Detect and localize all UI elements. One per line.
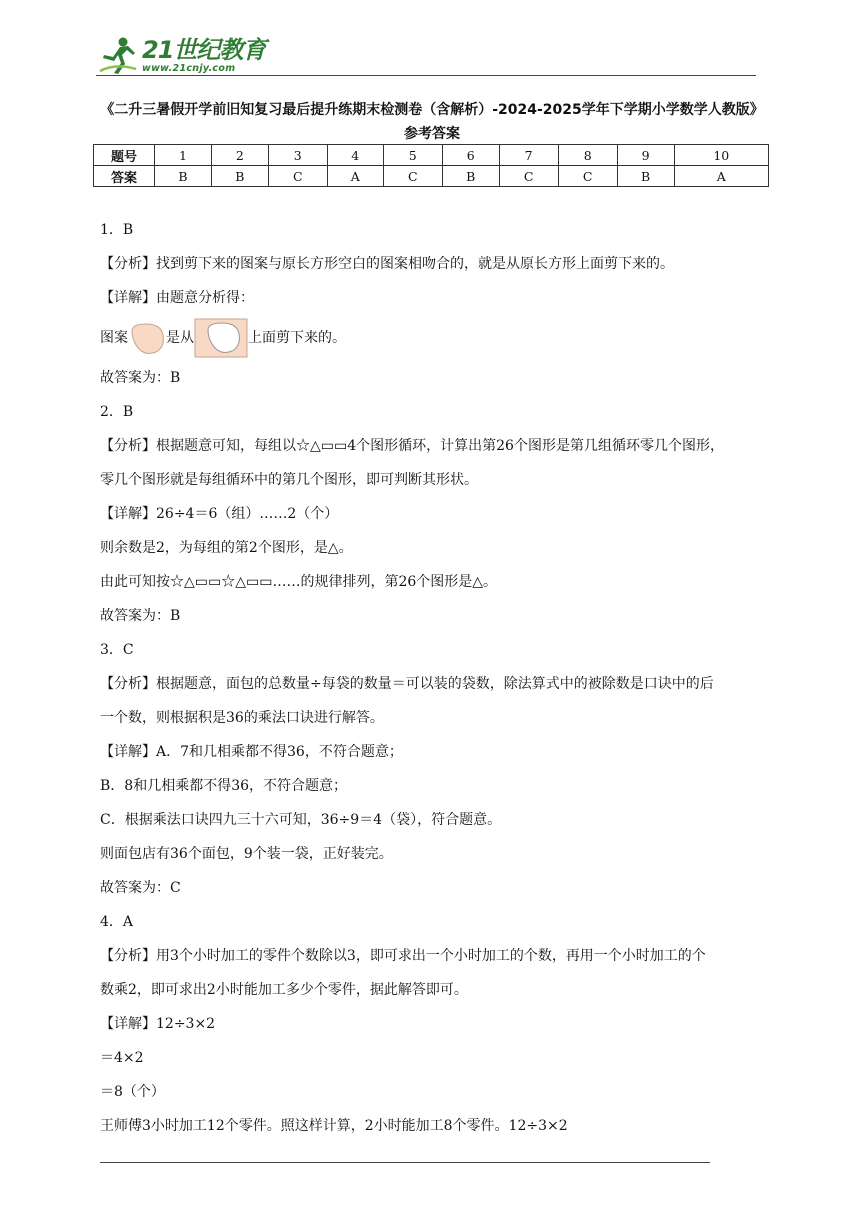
- text-line: 王师傅3小时加工12个零件。照这样计算，2小时能加工8个零件。12÷3×2: [100, 1118, 568, 1134]
- analysis-line: 【分析】用3个小时加工的零件个数除以3，即可求出一个小时加工的个数，再用一个小时加工的个: [100, 948, 706, 964]
- analysis-line: 【分析】找到剪下来的图案与原长方形空白的图案相吻合的，就是从原长方形上面剪下来的。: [100, 256, 674, 272]
- text-line: 由此可知按☆△▭▭☆△▭▭……的规律排列，第26个图形是△。: [100, 574, 498, 590]
- table-cell: C: [499, 166, 558, 187]
- conclusion-line: 故答案为：C: [100, 880, 181, 896]
- text-line: 则面包店有36个面包，9个装一袋，正好装完。: [100, 846, 393, 862]
- table-cell: B: [211, 166, 268, 187]
- table-cell: 3: [268, 145, 327, 166]
- analysis-line: 零几个图形就是每组循环中的第几个图形，即可判断其形状。: [100, 472, 478, 488]
- runner-logo-icon: [96, 33, 140, 77]
- detail-line: 【详解】12÷3×2: [100, 1016, 216, 1032]
- question-heading: 3．C: [100, 642, 134, 658]
- table-cell: B: [617, 166, 674, 187]
- rectangle-with-hole-figure: [194, 318, 248, 358]
- analysis-line: 一个数，则根据积是36的乘法口诀进行解答。: [100, 710, 384, 726]
- figure-text: 图案: [100, 330, 128, 346]
- table-cell: 5: [383, 145, 442, 166]
- analysis-line: 数乘2，即可求出2小时能加工多少个零件，据此解答即可。: [100, 982, 468, 998]
- answer-explanations: [100, 213, 770, 1143]
- table-cell: C: [383, 166, 442, 187]
- text-line: 则余数是2，为每组的第2个图形，是△。: [100, 540, 353, 556]
- table-cell: 4: [327, 145, 383, 166]
- table-cell: B: [155, 166, 212, 187]
- header-logo: [96, 32, 265, 78]
- footer-divider: [100, 1162, 710, 1163]
- question-heading: 4．A: [100, 914, 134, 930]
- calculation-step: ＝8（个）: [100, 1084, 165, 1100]
- calculation-step: ＝4×2: [100, 1050, 144, 1066]
- figure-line: [100, 315, 770, 361]
- table-cell: A: [327, 166, 383, 187]
- analysis-line: 【分析】根据题意可知，每组以☆△▭▭4个图形循环，计算出第26个图形是第几组循环零几个图形，: [100, 438, 724, 454]
- table-cell: 10: [674, 145, 768, 166]
- conclusion-line: 故答案为：B: [100, 608, 181, 624]
- figure-text: 上面剪下来的。: [248, 330, 346, 346]
- text-line: B．8和几相乘都不得36，不符合题意；: [100, 778, 348, 794]
- conclusion-line: 故答案为：B: [100, 370, 181, 386]
- table-cell: C: [558, 166, 617, 187]
- analysis-line: 【分析】根据题意，面包的总数量÷每袋的数量＝可以装的袋数，除法算式中的被除数是口诀中的后: [100, 676, 714, 692]
- table-row-label: 答案: [94, 166, 155, 187]
- table-cell: 9: [617, 145, 674, 166]
- table-cell: 6: [442, 145, 499, 166]
- table-cell: C: [268, 166, 327, 187]
- table-cell: 2: [211, 145, 268, 166]
- table-row: [94, 166, 769, 187]
- question-heading: 2．B: [100, 404, 134, 420]
- question-heading: 1．B: [100, 222, 134, 238]
- table-cell: A: [674, 166, 768, 187]
- table-cell: B: [442, 166, 499, 187]
- header-divider: [96, 75, 756, 76]
- cut-shape-figure: [128, 321, 166, 355]
- text-line: C．根据乘法口诀四九三十六可知，36÷9＝4（袋），符合题意。: [100, 812, 502, 828]
- detail-line: 【详解】A．7和几相乘都不得36，不符合题意；: [100, 744, 403, 760]
- detail-line: 【详解】26÷4＝6（组）……2（个）: [100, 506, 339, 522]
- detail-line: 【详解】由题意分析得：: [100, 290, 254, 306]
- logo-text: 21世纪教育: [142, 35, 266, 64]
- table-cell: 8: [558, 145, 617, 166]
- table-row: [94, 145, 769, 166]
- table-cell: 7: [499, 145, 558, 166]
- logo-url: www.21cnjy.com: [142, 62, 236, 74]
- table-row-label: 题号: [94, 145, 155, 166]
- figure-text: 是从: [166, 330, 194, 346]
- answer-table: [93, 144, 769, 187]
- table-cell: 1: [155, 145, 212, 166]
- document-title: 《二升三暑假开学前旧知复习最后提升练期末检测卷（含解析）-2024-2025学年下学期小学数学人教版》参考答案: [100, 102, 764, 142]
